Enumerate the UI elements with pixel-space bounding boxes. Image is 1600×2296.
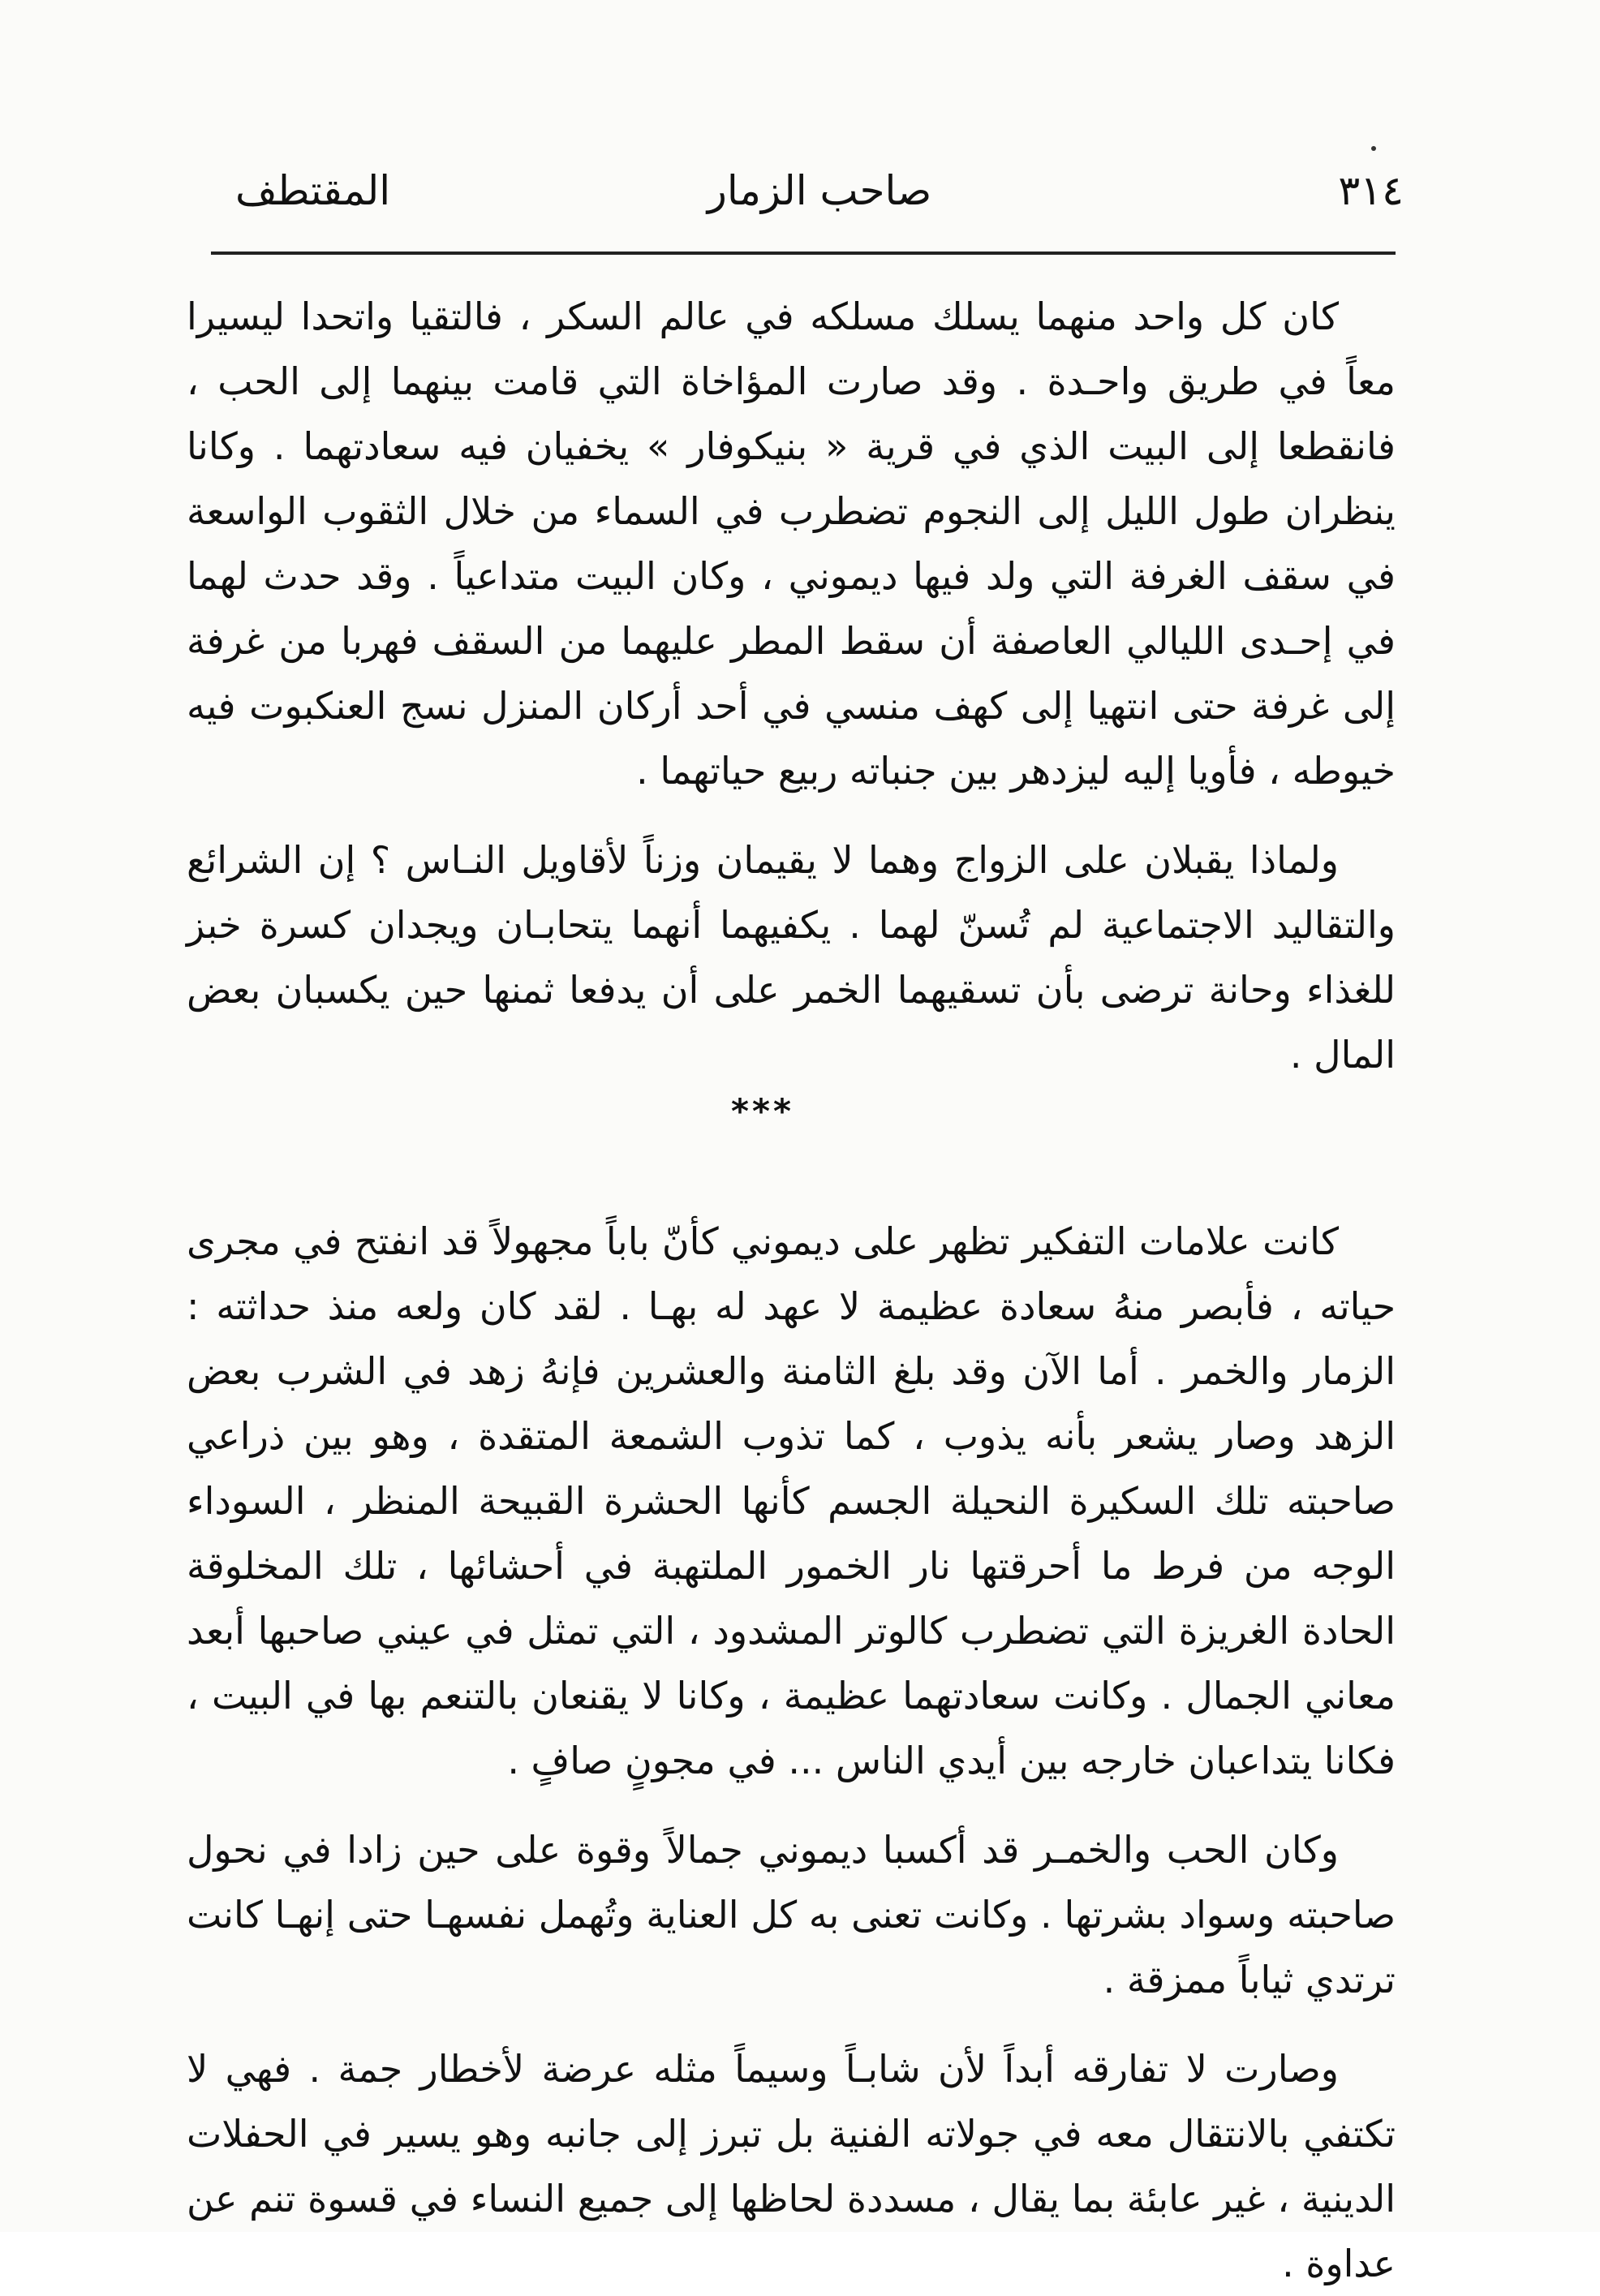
paragraph: كانت علامات التفكير تظهر على ديموني كأنّ باباً مجهولاً قد انفتح في مجرى حياته ، فأبصر منهُ سعادة عظيمة لا عهد له بهـا . لقد كان ولعه منذ حداثته : الزمار والخمر . أما الآن وقد بلغ الثامنة والعشرين فإنهُ زهد في الشرب بعض الزهد وصار يشعر بأنه يذوب ، كما تذوب الشمعة المتقدة ، وهو بين ذراعي صاحبته تلك السكيرة النحيلة الجسم كأنها الحشرة القبيحة المنظر ، السوداء الوجه من فرط ما أحرقتها نار الخمور الملتهبة في أحشائها ، تلك المخلوقة الحادة الغريزة التي تضطرب كالوتر المشدود ، التي تمثل في عيني صاحبها أبعد معاني الجمال . وكانت سعادتهما عظيمة ، وكانا لا يقنعان بالتنعم بها في البيت ، فكانا يتداعبان خارجه بين أيدي الناس ... في مجونٍ صافٍ . — [187, 1219, 1396, 1782]
page-header — [235, 154, 1404, 227]
paragraph: كان كل واحد منهما يسلك مسلكه في عالم السكر ، فالتقيا واتحدا ليسيرا معاً في طريق واحـدة . وقد صارت المؤاخاة التي قامت بينهما إلى الحب ، فانقطعا إلى البيت الذي في قرية « بنيكوفار » يخفيان فيه سعادتهما . وكانا ينظران طول الليل إلى النجوم تضطرب في السماء من خلال الثقوب الواسعة في سقف الغرفة التي ولد فيها ديموني ، وكان البيت متداعياً . وقد حدث لهما في إحـدى الليالي العاصفة أن سقط المطر عليهما من السقف فهربا من غرفة إلى غرفة حتى انتهيا إلى كهف منسي في أحد أركان المنزل نسج العنكبوت فيه خيوطه ، فأويا إليه ليزدهر بين جنباته ربيع حياتهما . — [187, 295, 1396, 793]
ink-speck — [1371, 146, 1376, 151]
running-title: صاحب الزمار — [707, 167, 932, 214]
paragraph: وصارت لا تفارقه أبداً لأن شابـاً وسيماً مثله عرضة لأخطار جمة . فهي لا تكتفي بالانتقال معه في جولاته الفنية بل تبرز إلى جانبه وهو يسير في الحفلات الدينية ، غير عابئة بما يقال ، مسددة لحاظها إلى جميع النساء في قسوة تنم عن عداوة . — [187, 2047, 1396, 2285]
article-body — [187, 284, 1396, 2296]
journal-name: المقتطف — [235, 167, 391, 214]
page-number: ٣١٤ — [1338, 167, 1404, 214]
section-separator: *** — [731, 1091, 794, 1131]
header-rule — [211, 252, 1396, 255]
paragraph: وكان الحب والخمـر قد أكسبا ديموني جمالاً وقوة على حين زادا في نحول صاحبته وسواد بشرتها . وكانت تعنى به كل العناية وتُهمل نفسهـا حتى إنهـا كانت ترتدي ثياباً ممزقة . — [187, 1828, 1396, 2001]
paragraph: ولماذا يقبلان على الزواج وهما لا يقيمان وزناً لأقاويل النـاس ؟ إن الشرائع والتقاليد الاجتماعية لم تُسنّ لهما . يكفيهما أنهما يتحابـان ويجدان كسرة خبز للغذاء وحانة ترضى بأن تسقيهما الخمر على أن يدفعا ثمنها حين يكسبان بعض المال . — [187, 838, 1396, 1077]
